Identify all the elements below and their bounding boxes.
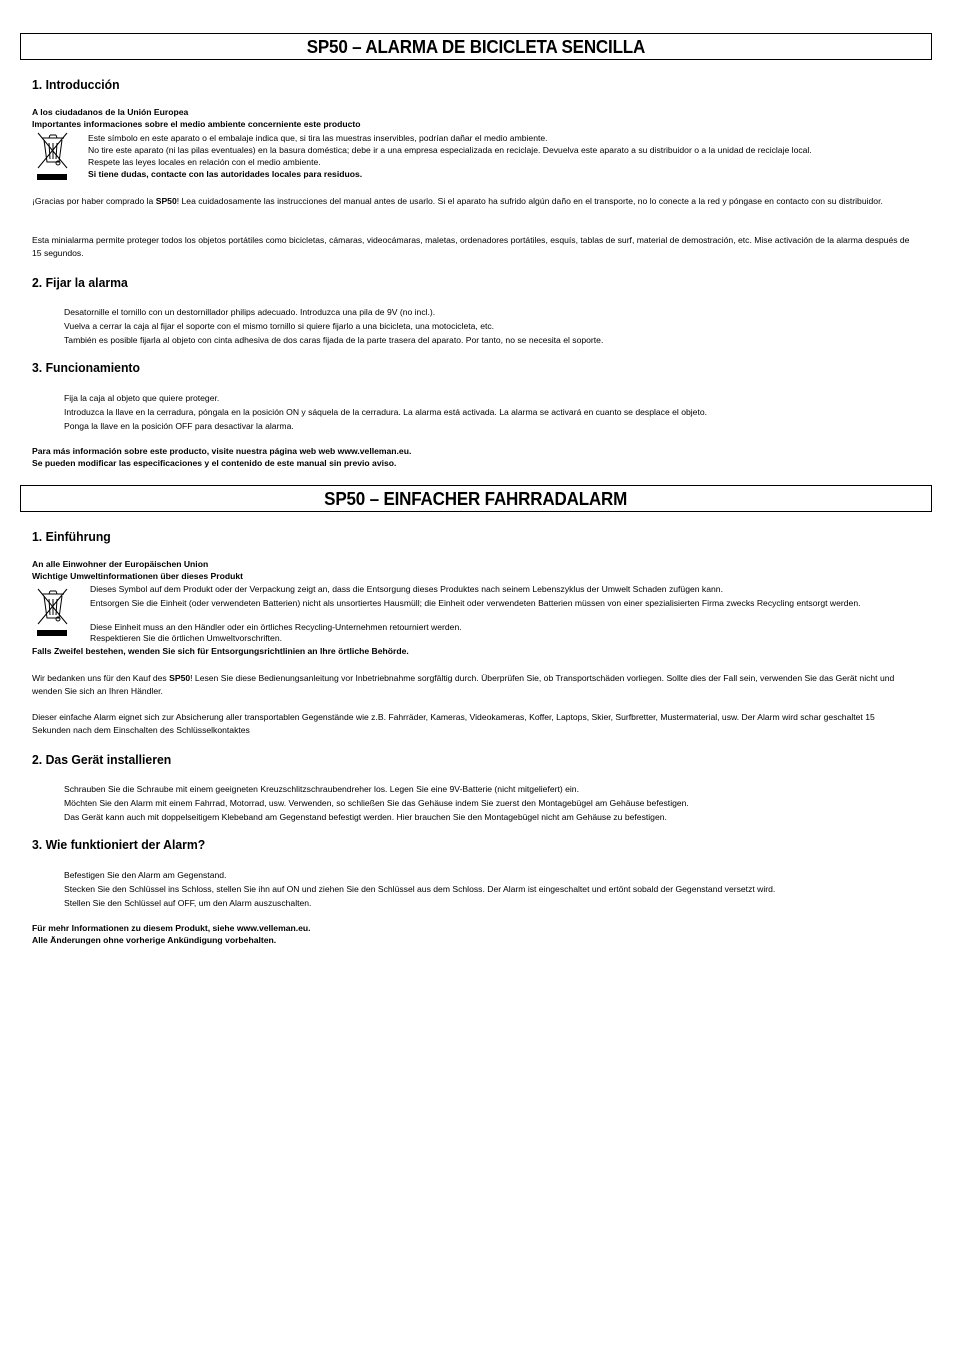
model-name-es: SP50 xyxy=(155,196,177,206)
install-line-2-de: Möchten Sie den Alarm mit einem Fahrrad, Motorrad, usw. Verwenden, so schließen Sie das Gehäuse indem Sie zuerst den Montagebügel am Gehäuse befestigen. xyxy=(64,798,689,808)
operation-line-2-es: Introduzca la llave en la cerradura, póngala en la posición ON y sáquela de la cerradura. La alarma está activada. La alarma se activará en cuanto se desplace el objeto. xyxy=(64,407,708,417)
weee-line-3-es: Respete las leyes locales en relación con el medio ambiente. xyxy=(88,157,321,167)
weee-bin-icon xyxy=(34,586,70,638)
eu-citizens-line-de: An alle Einwohner der Europäischen Union xyxy=(32,559,209,569)
weee-line-3-de: Diese Einheit muss an den Händler oder ein örtliches Recycling-Unternehmen retourniert werden. xyxy=(90,622,462,632)
title-box-es xyxy=(20,33,932,60)
section-heading-intro-de: 1. Einführung xyxy=(32,529,111,544)
install-line-1-de: Schrauben Sie die Schraube mit einem geeigneten Kreuzschlitzschraubendreher los. Legen Sie eine 9V-Batterie (nicht mitgeliefert) ein. xyxy=(64,784,579,794)
thanks-text-de: Wir bedanken uns für den Kauf des xyxy=(32,673,170,683)
footer-info-de: Für mehr Informationen zu diesem Produkt, siehe www.velleman.eu. xyxy=(32,923,311,933)
operation-line-3-de: Stellen Sie den Schlüssel auf OFF, um den Alarm auszuschalten. xyxy=(64,898,312,908)
page-title-de: SP50 – EINFACHER FAHRRADALARM xyxy=(324,487,628,509)
weee-line-1-de: Dieses Symbol auf dem Produkt oder der Verpackung zeigt an, dass die Entsorgung dieses Produktes nach seinem Lebenszyklus der Umwelt Schaden zufügen kann. xyxy=(90,584,723,594)
operation-line-3-es: Ponga la llave en la posición OFF para desactivar la alarma. xyxy=(64,421,294,431)
weee-line-4-de: Respektieren Sie die örtlichen Umweltvorschriften. xyxy=(90,633,283,643)
section-heading-operation-es: 3. Funcionamiento xyxy=(32,360,140,375)
title-box-de xyxy=(20,485,932,512)
mount-line-3-es: También es posible fijarla al objeto con cinta adhesiva de dos caras fijada de la parte trasera del aparato. Por tanto, no se necesita el soporte. xyxy=(64,335,604,345)
operation-line-1-de: Befestigen Sie den Alarm am Gegenstand. xyxy=(64,870,227,880)
thanks-text-rest-de: ! Lesen Sie diese Bedienungsanleitung vor Inbetriebnahme sorgfältig durch. Überprüfen Sie, ob Transportschäden vorliegen. Sollte dies der Fall sein, verwenden Sie das Gerät nicht und wenden Sie sich an Ihren Händler. xyxy=(32,673,895,696)
section-heading-mount-es: 2. Fijar la alarma xyxy=(32,275,128,290)
env-info-line-de: Wichtige Umweltinformationen über dieses Produkt xyxy=(32,571,243,581)
section-heading-install-de: 2. Das Gerät installieren xyxy=(32,752,172,767)
weee-bold-line-de: Falls Zweifel bestehen, wenden Sie sich für Entsorgungsrichtlinien an Ihre örtliche Behörde. xyxy=(32,646,409,656)
page-title-es: SP50 – ALARMA DE BICICLETA SENCILLA xyxy=(306,35,646,57)
section-heading-operation-de: 3. Wie funktioniert der Alarm? xyxy=(32,837,206,852)
description-paragraph-de: Dieser einfache Alarm eignet sich zur Absicherung aller transportablen Gegenstände wie z.B. Fahrräder, Kameras, Videokameras, Koffer, Laptops, Skier, Surfbretter, Mustermaterial, usw. Der Alarm wird schar geschaltet 15 Sekunden nach dem Einschalten des Schlüsselkontaktes xyxy=(32,712,875,735)
install-line-3-de: Das Gerät kann auch mit doppelseitigem Klebeband am Gegenstand befestigt werden. Hier brauchen Sie den Montagebügel nicht am Gehäuse zu befestigen. xyxy=(64,812,667,822)
footer-info-es: Para más información sobre este producto, visite nuestra página web web www.velleman.eu. xyxy=(32,446,412,456)
section-heading-intro-es: 1. Introducción xyxy=(32,77,120,92)
eu-citizens-line-es: A los ciudadanos de la Unión Europea xyxy=(32,107,189,117)
weee-line-2-es: No tire este aparato (ni las pilas eventuales) en la basura doméstica; debe ir a una empresa especializada en reciclaje. Devuelva este aparato a su distribuidor o a la unidad de reciclaje local. xyxy=(88,145,812,155)
weee-bin-icon xyxy=(34,130,70,182)
weee-bold-line-es: Si tiene dudas, contacte con las autoridades locales para residuos. xyxy=(88,169,363,179)
env-info-line-es: Importantes informaciones sobre el medio ambiente concerniente este producto xyxy=(32,119,361,129)
mount-line-2-es: Vuelva a cerrar la caja al fijar el soporte con el mismo tornillo si quiere fijarlo a una bicicleta, una motocicleta, etc. xyxy=(64,321,495,331)
thanks-text-es: ¡Gracias por haber comprado la xyxy=(32,196,156,206)
description-paragraph-es: Esta minialarma permite proteger todos los objetos portátiles como bicicletas, cámaras, videocámaras, maletas, ordenadores portátiles, esquís, tablas de surf, material de demostración, etc. Mise activación de la alarma después de 15 segundos. xyxy=(32,235,910,258)
mount-line-1-es: Desatornille el tornillo con un destornillador philips adecuado. Introduzca una pila de 9V (no incl.). xyxy=(64,307,436,317)
weee-line-1-es: Este símbolo en este aparato o el embalaje indica que, si tira las muestras inservibles, podrían dañar el medio ambiente. xyxy=(88,133,548,143)
thanks-paragraph-de xyxy=(32,672,912,698)
thanks-text-rest-es: ! Lea cuidadosamente las instrucciones del manual antes de usarlo. Si el aparato ha sufrido algún daño en el transporte, no lo conecte a la red y póngase en contacto con su distribuidor. xyxy=(176,196,883,206)
footer-notice-es: Se pueden modificar las especificaciones y el contenido de este manual sin previo aviso. xyxy=(32,458,397,468)
footer-notice-de: Alle Änderungen ohne vorherige Ankündigung vorbehalten. xyxy=(32,935,277,945)
operation-line-2-de: Stecken Sie den Schlüssel ins Schloss, stellen Sie ihn auf ON und ziehen Sie den Schlüssel aus dem Schloss. Der Alarm ist eingeschaltet und ertönt sobald der Gegenstand versetzt wird. xyxy=(64,884,776,894)
model-name-de: SP50 xyxy=(169,673,191,683)
thanks-paragraph-es xyxy=(32,195,912,208)
operation-line-1-es: Fija la caja al objeto que quiere proteger. xyxy=(64,393,220,403)
weee-line-2-de: Entsorgen Sie die Einheit (oder verwendeten Batterien) nicht als unsortiertes Hausmüll; die Einheit oder verwendeten Batterien müssen von einer spezialisierten Firma zwecks Recycling entsorgt werden. xyxy=(90,598,861,608)
